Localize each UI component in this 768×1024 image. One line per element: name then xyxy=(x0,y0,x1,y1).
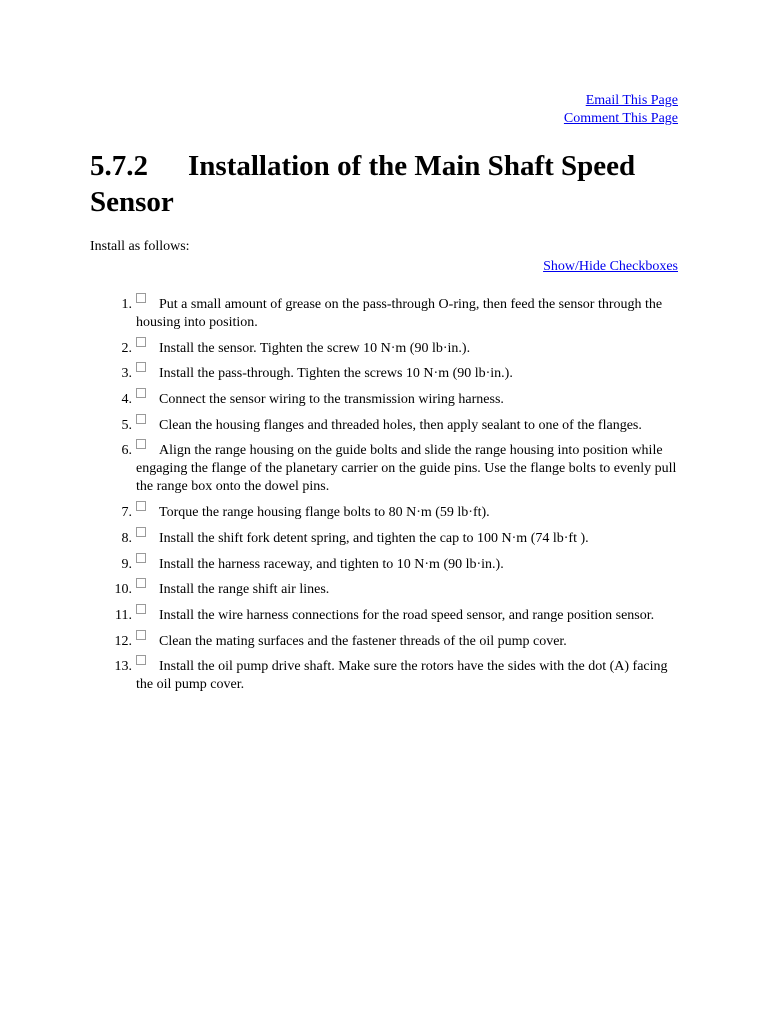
step-item xyxy=(90,581,678,599)
step-number: 1. xyxy=(121,297,132,312)
step-text: Put a small amount of grease on the pass-through O-ring, then feed the sensor through the housing into position. xyxy=(136,297,663,330)
step-text: Install the shift fork detent spring, and tighten the cap to 100 N·m (74 lb·ft ). xyxy=(159,530,589,546)
step-item xyxy=(90,417,678,435)
step-text: Install the oil pump drive shaft. Make sure the rotors have the sides with the dot (A) facing the oil pump cover. xyxy=(136,659,668,693)
step-number: 8. xyxy=(121,530,132,546)
email-page-link[interactable]: Email This Page xyxy=(585,93,678,108)
step-item xyxy=(90,365,678,383)
step-number: 4. xyxy=(121,392,132,408)
step-item xyxy=(90,607,678,625)
step-checkbox[interactable] xyxy=(136,414,146,424)
step-item xyxy=(90,296,678,332)
checkbox-toggle xyxy=(90,258,678,276)
page-content xyxy=(90,92,678,702)
step-text: Align the range housing on the guide bolts and slide the range housing into position while engaging the flange of the planetary carrier on the guide pins. Use the flange bolts to evenly pull the range box onto the dowel pins. xyxy=(136,443,677,495)
step-text: Torque the range housing flange bolts to 80 N·m (59 lb·ft). xyxy=(159,505,490,521)
step-checkbox[interactable] xyxy=(136,553,146,563)
step-item xyxy=(90,442,678,496)
step-text: Clean the mating surfaces and the fastener threads of the oil pump cover. xyxy=(159,633,567,649)
section-number: 5.7.2 xyxy=(90,150,148,182)
step-text: Install the pass-through. Tighten the screws 10 N·m (90 lb·in.). xyxy=(159,366,513,382)
step-checkbox[interactable] xyxy=(136,527,146,537)
procedure-steps xyxy=(90,296,678,694)
page-actions xyxy=(90,92,678,128)
step-number: 5. xyxy=(121,417,132,433)
step-checkbox[interactable] xyxy=(136,578,146,588)
step-text: Install the harness raceway, and tighten to 10 N·m (90 lb·in.). xyxy=(159,556,504,572)
step-checkbox[interactable] xyxy=(136,604,146,614)
intro-text: Install as follows: xyxy=(90,239,190,254)
step-checkbox[interactable] xyxy=(136,439,146,449)
step-number: 11. xyxy=(115,607,132,623)
step-number: 9. xyxy=(121,556,132,572)
step-checkbox[interactable] xyxy=(136,501,146,511)
step-item xyxy=(90,530,678,548)
step-number: 2. xyxy=(121,340,132,356)
step-checkbox[interactable] xyxy=(136,630,146,640)
step-text: Install the range shift air lines. xyxy=(159,582,330,598)
step-item xyxy=(90,556,678,574)
page-title xyxy=(90,148,678,220)
step-checkbox[interactable] xyxy=(136,337,146,347)
step-checkbox[interactable] xyxy=(136,388,146,398)
step-checkbox[interactable] xyxy=(136,293,146,303)
step-item xyxy=(90,658,678,694)
step-text: Clean the housing flanges and threaded holes, then apply sealant to one of the flanges. xyxy=(159,417,642,433)
step-text: Install the sensor. Tighten the screw 10 N·m (90 lb·in.). xyxy=(159,340,471,356)
show-hide-checkboxes-link[interactable]: Show/Hide Checkboxes xyxy=(543,259,678,274)
step-item xyxy=(90,633,678,651)
step-number: 6. xyxy=(121,443,132,459)
step-checkbox[interactable] xyxy=(136,655,146,665)
step-item xyxy=(90,504,678,522)
step-number: 10. xyxy=(114,582,132,598)
step-number: 7. xyxy=(121,505,132,521)
comment-page-link[interactable]: Comment This Page xyxy=(563,111,678,126)
step-item xyxy=(90,340,678,358)
step-number: 3. xyxy=(121,366,132,382)
step-text: Connect the sensor wiring to the transmission wiring harness. xyxy=(159,392,504,408)
section-title: Installation of the Main Shaft Speed Sensor xyxy=(90,150,636,218)
step-text: Install the wire harness connections for the road speed sensor, and range position sensor. xyxy=(159,607,655,623)
step-item xyxy=(90,391,678,409)
step-number: 13. xyxy=(114,659,132,675)
step-checkbox[interactable] xyxy=(136,362,146,372)
step-number: 12. xyxy=(114,633,132,649)
